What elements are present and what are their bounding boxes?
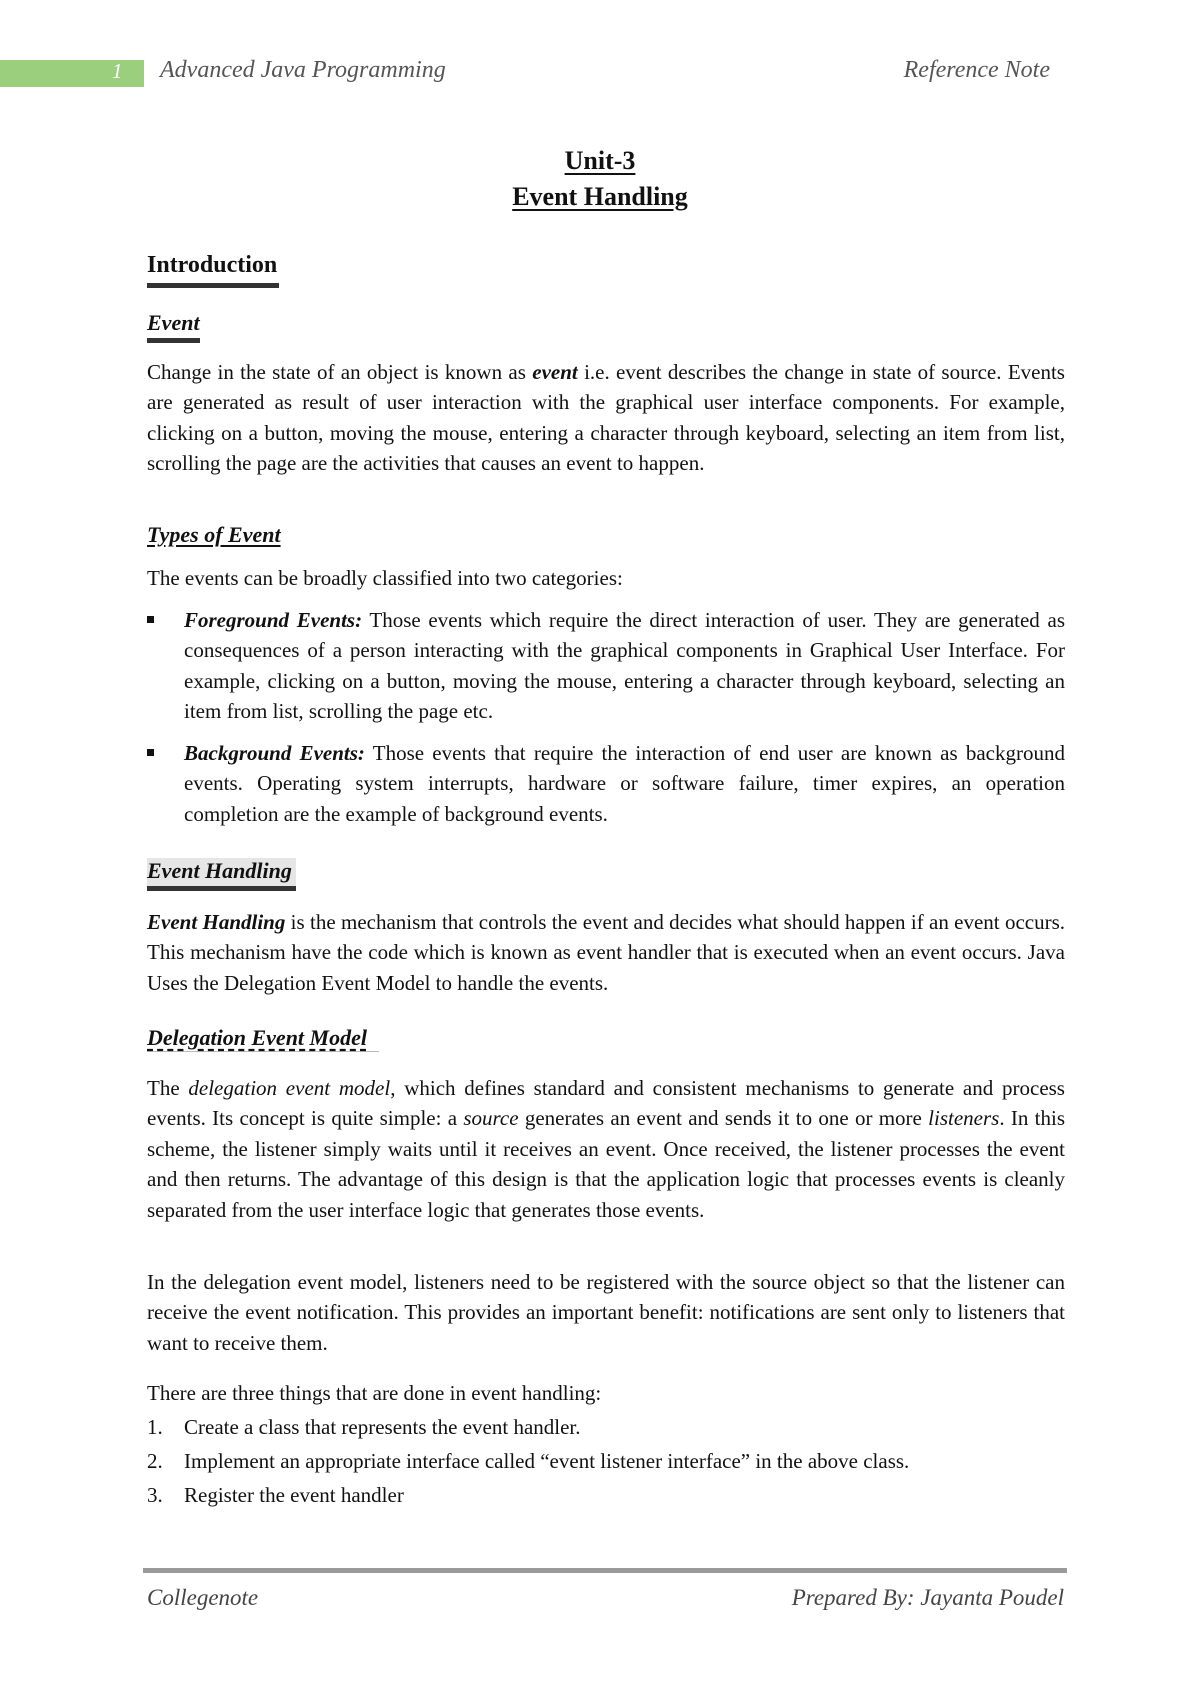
- footer-right: Prepared By: Jayanta Poudel: [791, 1585, 1064, 1610]
- dem-text-1: The: [147, 1076, 189, 1100]
- dem-text-2: , which defines standard and consistent mechanisms to generate and process events. Its concept is quite simple: a: [147, 1076, 1065, 1131]
- list-item-text: Implement an appropriate interface called “event listener interface” in the above class.: [184, 1449, 910, 1473]
- page-number: 1: [112, 59, 123, 83]
- steps-intro: There are three things that are done in event handling:: [147, 1381, 602, 1405]
- list-item-number: 3.: [147, 1483, 163, 1507]
- list-item: [147, 1412, 581, 1442]
- section-heading-introduction: Introduction: [147, 252, 279, 288]
- bullet-marker-icon: [147, 616, 154, 623]
- list-item-text: Register the event handler: [184, 1483, 404, 1507]
- dem-text-3: generates an event and sends it to one or more: [518, 1106, 929, 1131]
- unit-title-text: Unit-3: [564, 146, 636, 175]
- event-handling-text: is the mechanism that controls the event and decides what should happen if an event occurs. This mechanism have the code which is known as event handler that is executed when an event occurs. Java Uses the Delegation Event Model to handle the events.: [147, 910, 1065, 995]
- bullet-desc: Those events that require the interaction of end user are known as background events. Operating system interrupts, hardware or software failure, timer expires, an operation completion are the example of background events.: [184, 741, 1065, 826]
- event-handling-em: Event Handling: [147, 910, 286, 934]
- bullet-term: Background Events:: [184, 741, 365, 765]
- subheading-delegation-event-model: Delegation Event Model: [147, 1025, 379, 1052]
- bullet-term: Foreground Events:: [184, 608, 363, 632]
- footer-divider: [143, 1568, 1067, 1573]
- subheading-types-of-event: Types of Event: [147, 522, 281, 547]
- list-item: [147, 1480, 404, 1510]
- header-right-label: Reference Note: [903, 57, 1050, 83]
- dem-em-3: listeners: [928, 1106, 1000, 1131]
- list-item-number: 1.: [147, 1415, 163, 1439]
- event-handling-paragraph: [147, 907, 1065, 998]
- dem-text-4: . In this scheme, the listener simply waits until it receives an event. Once received, the listener processes the event and then returns. The advantage of this design is that the application logic that processes events is cleanly separated from the user interface logic that generates those events.: [147, 1106, 1065, 1222]
- list-item: [147, 1446, 909, 1476]
- header-title: Advanced Java Programming: [160, 57, 446, 83]
- bullet-marker-icon: [147, 749, 154, 756]
- bullet-background-events: [147, 738, 1065, 829]
- unit-title: [0, 146, 1200, 176]
- subheading-event: Event: [147, 310, 200, 343]
- delegation-paragraph-1: [147, 1073, 1065, 1225]
- event-paragraph: [147, 357, 1065, 479]
- bullet-foreground-events: [147, 605, 1065, 727]
- footer-left: Collegenote: [147, 1585, 259, 1610]
- list-item-number: 2.: [147, 1449, 163, 1473]
- bullet-desc: Those events which require the direct interaction of user. They are generated as consequences of a person interacting with the graphical components in Graphical User Interface. For example, clicking on a button, moving the mouse, entering a character through keyboard, selecting an item from list, scrolling the page etc.: [184, 608, 1065, 724]
- subheading-event-handling: Event Handling: [147, 858, 296, 891]
- event-para-text-2: i.e. event describes the change in state of source. Events are generated as result of user interaction with the graphical user interface components. For example, clicking on a button, moving the mouse, entering a character through keyboard, selecting an item from list, scrolling the page are the activities that causes an event to happen.: [147, 360, 1065, 476]
- dem-em-1: delegation event model: [188, 1076, 391, 1100]
- bullet-text: [184, 738, 1065, 829]
- event-para-em: event: [532, 360, 578, 384]
- bullet-text: [184, 605, 1065, 727]
- chapter-title: [0, 182, 1200, 212]
- dem-em-2: source: [463, 1106, 519, 1131]
- types-paragraph: The events can be broadly classified into two categories:: [147, 566, 623, 590]
- chapter-title-text: Event Handling: [512, 182, 688, 211]
- list-item-text: Create a class that represents the event handler.: [184, 1415, 581, 1439]
- delegation-paragraph-2: In the delegation event model, listeners need to be registered with the source object so that the listener can receive the event notification. This provides an important benefit: notifications are sent only to listeners that want to receive them.: [147, 1270, 1065, 1355]
- event-para-text-1: Change in the state of an object is known as: [147, 360, 533, 384]
